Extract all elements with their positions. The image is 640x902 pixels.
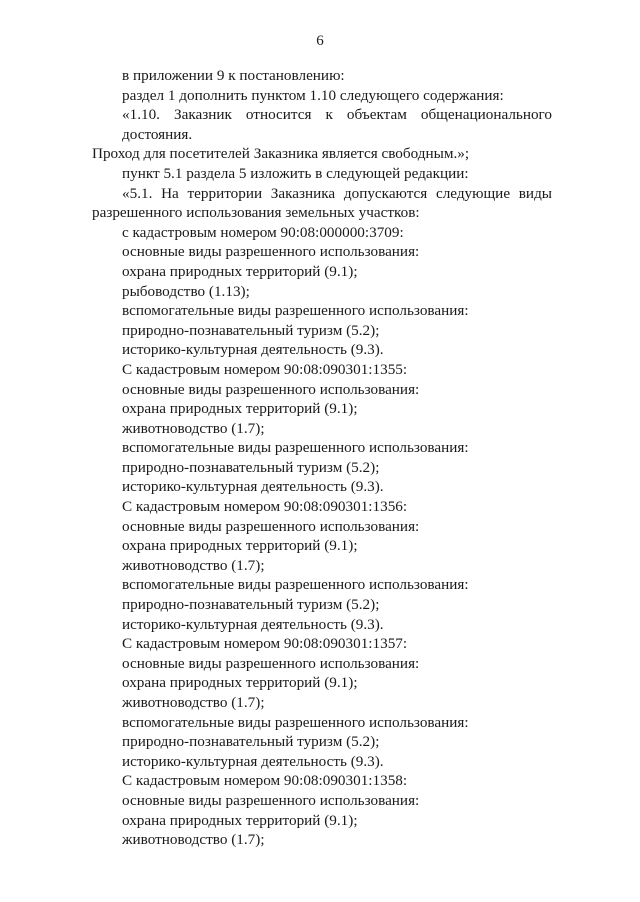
text-line: основные виды разрешенного использования: [122,654,420,672]
text-line: охрана природных территорий (9.1); [122,262,358,280]
text-line: животноводство (1.7); [122,831,265,849]
text-line: «5.1. На территории Заказника допускаются следующие виды [122,184,552,202]
text-line: основные виды разрешенного использования: [122,517,420,535]
text-line: разрешенного использования земельных участков: [92,204,420,222]
text-line: раздел 1 дополнить пунктом 1.10 следующего содержания: [122,86,504,104]
text-line: историко-культурная деятельность (9.3). [122,341,384,359]
text-line: животноводство (1.7); [122,694,265,711]
text-line: основные виды разрешенного использования: [122,791,420,809]
text-line: вспомогательные виды разрешенного использования: [122,576,469,594]
text-line: С кадастровым номером 90:08:090301:1355: [122,360,408,378]
text-line: С кадастровым номером 90:08:090301:1358: [122,772,408,790]
text-line: С кадастровым номером 90:08:090301:1357: [122,635,408,653]
document-body [92,66,552,850]
text-line: Проход для посетителей Заказника является свободным.»; [92,145,470,163]
text-line: вспомогательные виды разрешенного использования: [122,439,469,457]
text-line: основные виды разрешенного использования: [122,380,420,398]
text-line: охрана природных территорий (9.1); [122,400,358,418]
text-line: природно-познавательный туризм (5.2); [122,321,380,339]
text-line: животноводство (1.7); [122,419,265,437]
text-line: вспомогательные виды разрешенного использования: [122,302,469,320]
text-line: в приложении 9 к постановлению: [122,67,345,84]
text-line: с кадастровым номером 90:08:000000:3709: [122,223,404,241]
text-line: С кадастровым номером 90:08:090301:1356: [122,498,408,516]
text-line: природно-познавательный туризм (5.2); [122,596,380,614]
text-line: историко-культурная деятельность (9.3). [122,752,384,770]
text-line: охрана природных территорий (9.1); [122,811,358,829]
text-line: основные виды разрешенного использования: [122,243,420,261]
text-line: рыбоводство (1.13); [122,282,250,300]
text-line: историко-культурная деятельность (9.3). [122,615,384,633]
text-line: пункт 5.1 раздела 5 изложить в следующей редакции: [122,164,469,182]
text-line: вспомогательные виды разрешенного использования: [122,713,469,731]
text-line: охрана природных территорий (9.1); [122,674,358,692]
text-line: охрана природных территорий (9.1); [122,537,358,555]
text-line: «1.10. Заказник относится к объектам общенационального достояния. [122,106,552,143]
text-line: природно-познавательный туризм (5.2); [122,458,380,476]
page-number: 6 [316,33,324,49]
text-line: животноводство (1.7); [122,556,265,574]
text-line: природно-познавательный туризм (5.2); [122,733,380,751]
text-line: историко-культурная деятельность (9.3). [122,478,384,496]
